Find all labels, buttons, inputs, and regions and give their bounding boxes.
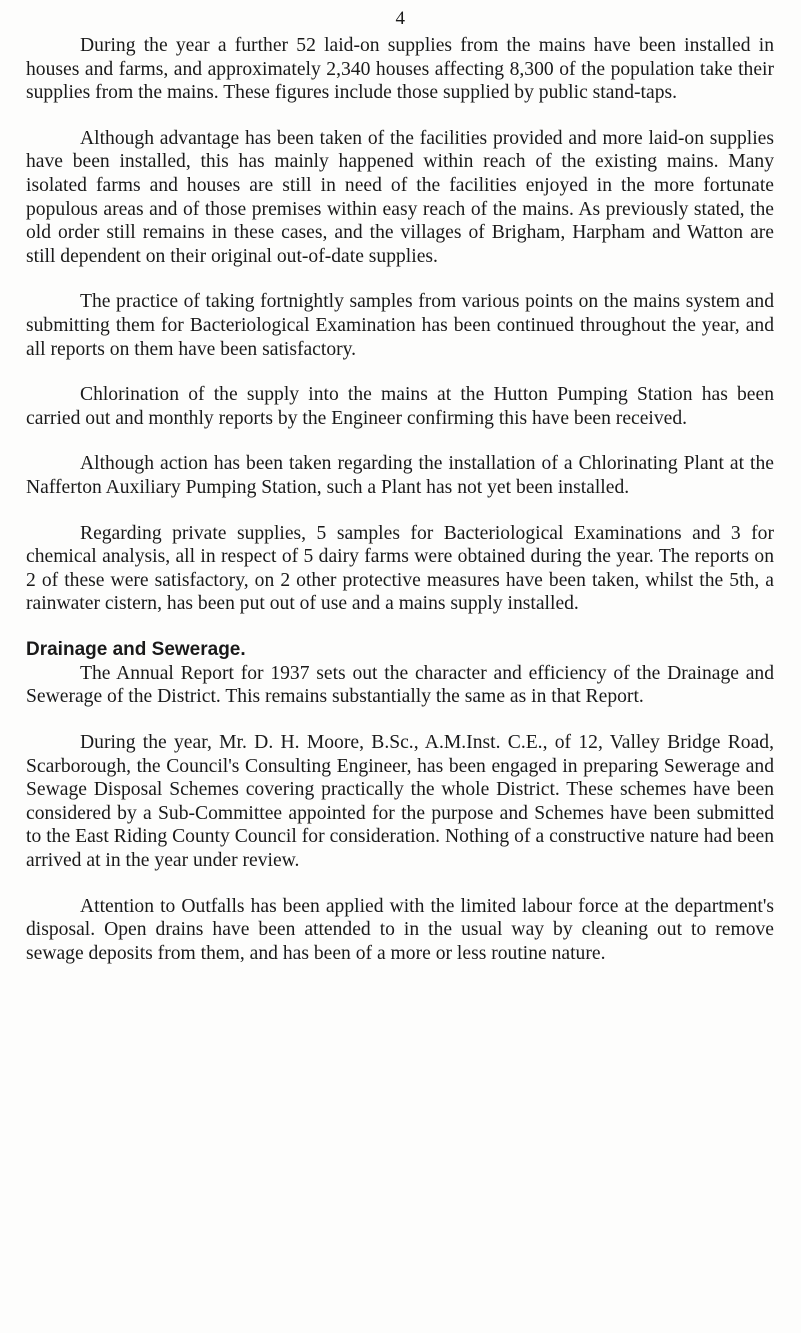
paragraph-advantage-facilities: Although advantage has been taken of the facilities provided and more laid-on supplies have been installed, this has mainly happened within reach of the existing mains. Many isolated farms and houses are still in need of the facilities enjoyed in the more fortunate populous areas and of those premises within easy reach of the mains. As previously stated, the old order still remains in these cases, and the villages of Brigham, Harpham and Watton are still dependent on their original out-of-date supplies. bbox=[26, 127, 774, 267]
paragraph-outfalls: Attention to Outfalls has been applied with the limited labour force at the department's disposal. Open drains have been attended to in the usual way by cleaning out to remove sewage deposits from them, and has been of a more or less routine nature. bbox=[26, 895, 774, 964]
paragraph-chlorination-hutton: Chlorination of the supply into the mains at the Hutton Pumping Station has been carried out and monthly reports by the Engineer confirming this have been received. bbox=[26, 384, 774, 429]
paragraph-annual-report: The Annual Report for 1937 sets out the character and efficiency of the Drainage and Sewerage of the District. This remains substantially the same as in that Report. bbox=[26, 662, 774, 708]
paragraph-consulting-engineer: During the year, Mr. D. H. Moore, B.Sc., A.M.Inst. C.E., of 12, Valley Bridge Road, Scarborough, the Council's Consulting Engineer, has been engaged in preparing Sewerage and Sewage Disposal Schemes covering practically the whole District. These schemes have been considered by a Sub-Committee appointed for the purpose and Schemes have been submitted to the East Riding County Council for consideration. Nothing of a constructive nature had been arrived at in the year under review. bbox=[26, 732, 774, 872]
paragraph-laid-on-supplies: During the year a further 52 laid-on supplies from the mains have been installed in houses and farms, and approximately 2,340 houses affecting 8,300 of the population take their supplies from the mains. These figures include those supplied by public stand-taps. bbox=[26, 35, 774, 104]
page-body bbox=[26, 34, 774, 987]
paragraph-private-supplies: Regarding private supplies, 5 samples for Bacteriological Examinations and 3 for chemical analysis, all in respect of 5 dairy farms were obtained during the year. The reports on 2 of these were satisfactory, on 2 other protective measures have been taken, whilst the 5th, a rainwater cistern, has been put out of use and a mains supply installed. bbox=[26, 522, 774, 615]
section-heading-drainage: Drainage and Sewerage. bbox=[26, 638, 246, 660]
page-number: 4 bbox=[395, 8, 406, 29]
paragraph-chlorinating-plant-nafferton: Although action has been taken regarding the installation of a Chlorinating Plant at the Nafferton Auxiliary Pumping Station, such a Plant has not yet been installed. bbox=[26, 453, 774, 498]
paragraph-fortnightly-samples: The practice of taking fortnightly samples from various points on the mains system and submitting them for Bacteriological Examination has been continued throughout the year, and all reports on them have been satisfactory. bbox=[26, 291, 774, 360]
